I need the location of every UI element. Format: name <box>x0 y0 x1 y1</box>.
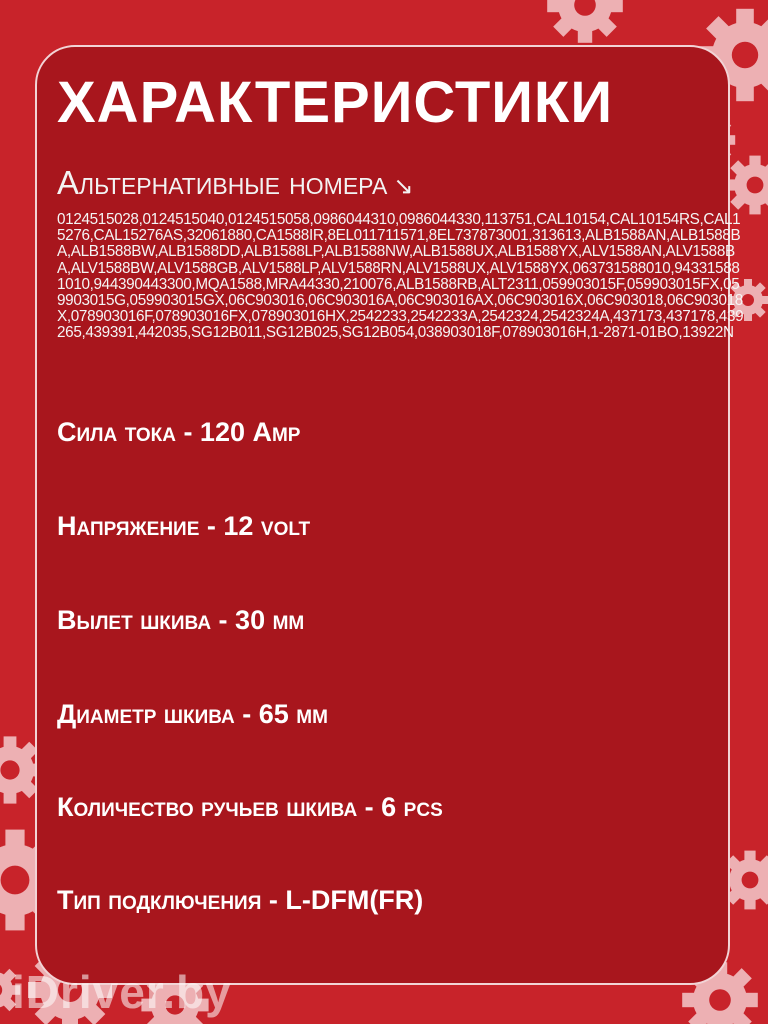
alt-numbers-label: Альтернативные номера <box>57 164 388 201</box>
spec-pulley-offset: Вылет шкива - 30 мм <box>57 605 305 635</box>
spec-voltage: Напряжение - 12 volt <box>57 511 311 541</box>
arrow-down-right-icon: ↘ <box>393 173 414 200</box>
spec-current: Сила тока - 120 Amp <box>57 417 301 447</box>
specs-card <box>35 45 744 985</box>
alt-numbers-list: 0124515028,0124515040,0124515058,0986044310,0986044330,113751,CAL10154,CAL10154RS,CAL15276,CAL15276AS,32061880,CA1588IR,8EL011711571,8EL737873001,313613,ALB1588AN,ALB1588BA,ALB1588BW,ALB1588DD,ALB1588LP,ALB1588NW,ALB1588UX,ALB1588YX,ALV1588AN,ALV1588BA,ALV1588BW,ALV1588GB,ALV1588LP,ALV1588RN,ALV1588UX,ALV1588YX,063731588010,943315881010,944390443300,MQA1588,MRA44330,210076,ALB1588RB,ALT2311,059903015F,059903015FX,059903015G,059903015GX,06C903016,06C903016A,06C903016AX,06C903016X,06C903018,06C903018X,078903016F,078903016FX,078903016HX,2542233,2542233A,2542324,2542324A,437173,437178,439265,439391,442035,SG12B011,SG12B025,SG12B054,038903018F,078903016H,1-2871-01BO,13922N <box>57 211 744 342</box>
page-title: ХАРАКТЕРИСТИКИ <box>57 70 614 135</box>
spec-pulley-grooves: Количество ручьев шкива - 6 pcs <box>57 792 443 822</box>
spec-connection-type: Тип подключения - L-DFM(FR) <box>57 885 424 915</box>
alt-numbers-heading <box>57 164 413 202</box>
spec-pulley-diameter: Диаметр шкива - 65 мм <box>57 699 328 729</box>
watermark: iDriver.by <box>12 966 232 1018</box>
